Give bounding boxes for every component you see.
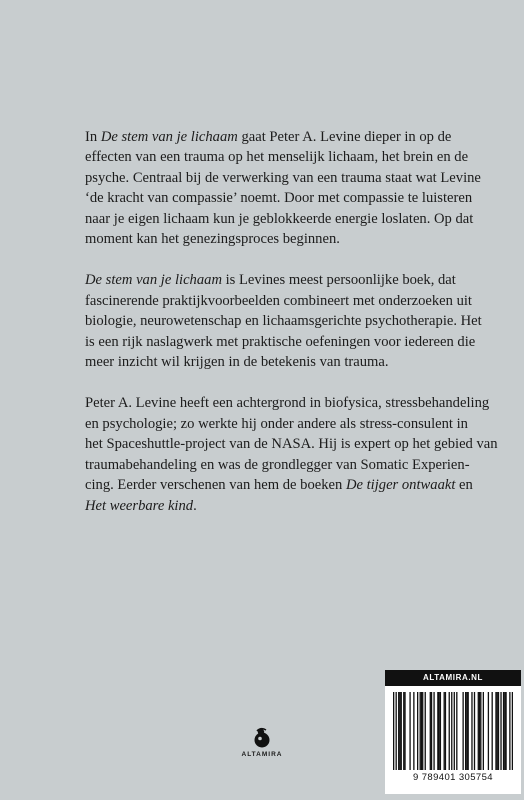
blurb-line: biologie, neurowetenschap en lichaamsgerichte psychotherapie. Het: [85, 313, 482, 330]
blurb-line: psyche. Centraal bij de verwerking van een trauma staat wat Levine: [85, 169, 481, 186]
isbn-number: 9 789401 305754: [413, 772, 493, 783]
barcode-icon: [393, 692, 513, 770]
isbn-barcode-block: [385, 670, 521, 794]
book-title-italic: De tijger ontwaakt: [345, 477, 456, 494]
blurb-line: is een rijk naslagwerk met praktische oefeningen voor iedereen die: [85, 333, 476, 350]
altamira-logo-icon: [251, 726, 273, 748]
blurb-line: effecten van een trauma op het menselijk lichaam, het brein en de: [85, 149, 469, 166]
blurb-line: moment kan het genezingsproces beginnen.: [85, 231, 340, 248]
blurb-line: Het weerbare kind.: [85, 497, 197, 514]
publisher-website: ALTAMIRA.NL: [385, 670, 521, 686]
blurb-line: naar je eigen lichaam kun je geblokkeerde energie loslaten. Op dat: [85, 210, 474, 227]
paragraph-2: [85, 270, 482, 372]
blurb-line: cing. Eerder verschenen van hem de boeken De tijger ontwaakt en: [85, 477, 473, 494]
blurb-line: het Spaceshuttle-project van de NASA. Hij is expert op het gebied van: [85, 436, 498, 453]
blurb-line: Peter A. Levine heeft een achtergrond in biofysica, stressbehandeling: [85, 395, 490, 412]
book-title-italic: De stem van je lichaam: [85, 272, 222, 289]
blurb-text: [85, 127, 498, 537]
blurb-line: De stem van je lichaam is Levines meest persoonlijke boek, dat: [85, 272, 456, 289]
paragraph-1: [85, 127, 481, 249]
publisher-name: ALTAMIRA: [241, 751, 283, 758]
publisher-logo: [240, 726, 284, 758]
blurb-line: In De stem van je lichaam gaat Peter A. Levine dieper in op de: [85, 129, 452, 145]
blurb-line: ‘de kracht van compassie’ noemt. Door met compassie te luisteren: [85, 190, 473, 207]
blurb-line: meer inzicht wil krijgen in de betekenis van trauma.: [85, 354, 389, 371]
blurb-line: traumabehandeling en was de grondlegger van Somatic Experien-: [85, 456, 470, 473]
paragraph-3-author-bio: [85, 393, 498, 515]
book-title-italic: Het weerbare kind: [85, 497, 194, 514]
blurb-line: fascinerende praktijkvoorbeelden combineert met onderzoeken uit: [85, 292, 472, 309]
blurb-line: en psychologie; zo werkte hij onder andere als stress-consulent in: [85, 415, 468, 432]
book-title-italic: De stem van je lichaam: [100, 129, 238, 145]
